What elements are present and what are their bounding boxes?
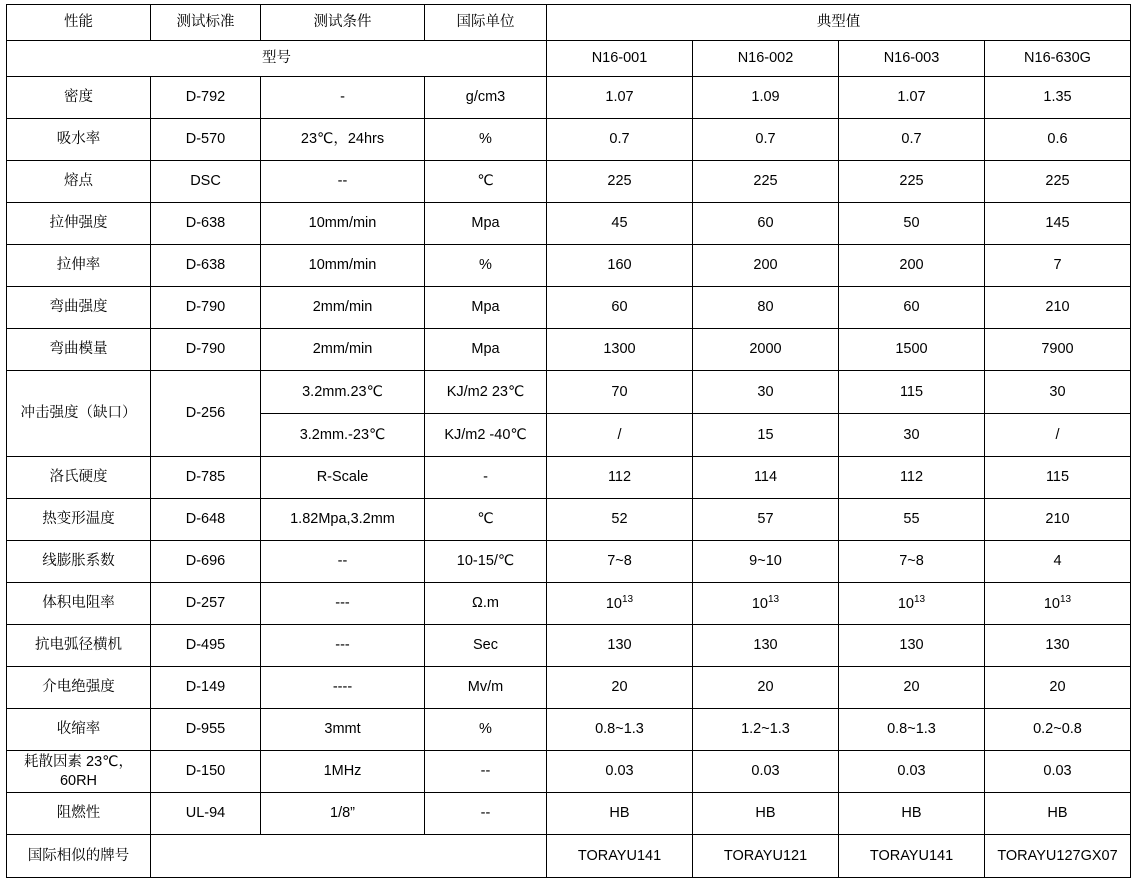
cell-value: 55	[839, 499, 985, 541]
header-condition: 测试条件	[261, 5, 425, 41]
cell-value	[839, 583, 985, 625]
table-row	[7, 77, 1131, 119]
cell-value	[547, 583, 693, 625]
cell-condition: 2mm/min	[261, 329, 425, 371]
cell-property: 弯曲强度	[7, 287, 151, 329]
cell-value: 20	[547, 667, 693, 709]
cell-condition: 10mm/min	[261, 203, 425, 245]
table-row	[7, 203, 1131, 245]
header-standard: 测试标准	[151, 5, 261, 41]
header-unit: 国际单位	[425, 5, 547, 41]
cell-condition: 23℃，24hrs	[261, 119, 425, 161]
table-row	[7, 119, 1131, 161]
table-row	[7, 161, 1131, 203]
cell-value: 30	[693, 371, 839, 414]
table-row	[7, 835, 1131, 878]
cell-value: 1300	[547, 329, 693, 371]
cell-standard: D-638	[151, 245, 261, 287]
cell-unit: --	[425, 751, 547, 793]
model-4: N16-630G	[985, 41, 1131, 77]
cell-condition: --	[261, 541, 425, 583]
table-row	[7, 499, 1131, 541]
cell-standard: D-257	[151, 583, 261, 625]
cell-value: 60	[547, 287, 693, 329]
cell-value: 0.6	[985, 119, 1131, 161]
cell-unit: Ω.m	[425, 583, 547, 625]
cell-standard: D-790	[151, 287, 261, 329]
cell-property: 洛氏硬度	[7, 457, 151, 499]
cell-value: 130	[985, 625, 1131, 667]
cell-condition: 3.2mm.23℃	[261, 371, 425, 414]
cell-value: 57	[693, 499, 839, 541]
cell-value: TORAYU121	[693, 835, 839, 878]
header-property: 性能	[7, 5, 151, 41]
cell-value: 200	[839, 245, 985, 287]
cell-value: 15	[693, 414, 839, 457]
cell-value: 20	[839, 667, 985, 709]
table-row	[7, 709, 1131, 751]
cell-value: 1.2~1.3	[693, 709, 839, 751]
cell-value: 0.8~1.3	[547, 709, 693, 751]
cell-unit: ℃	[425, 499, 547, 541]
cell-value: 1.07	[839, 77, 985, 119]
value-base: 10	[605, 595, 622, 612]
cell-condition: 1.82Mpa,3.2mm	[261, 499, 425, 541]
value-base: 10	[751, 595, 768, 612]
value-exponent: 13	[622, 594, 634, 606]
cell-property: 热变形温度	[7, 499, 151, 541]
cell-value: 0.8~1.3	[839, 709, 985, 751]
cell-value: 130	[547, 625, 693, 667]
value-base: 10	[1043, 595, 1060, 612]
cell-value: 0.7	[839, 119, 985, 161]
value-exponent: 13	[914, 594, 926, 606]
cell-standard: D-149	[151, 667, 261, 709]
cell-condition: R-Scale	[261, 457, 425, 499]
cell-value: 4	[985, 541, 1131, 583]
cell-standard: D-792	[151, 77, 261, 119]
cell-value: 160	[547, 245, 693, 287]
cell-standard: D-570	[151, 119, 261, 161]
cell-value: 200	[693, 245, 839, 287]
cell-value: /	[985, 414, 1131, 457]
cell-condition: 2mm/min	[261, 287, 425, 329]
cell-property: 介电绝强度	[7, 667, 151, 709]
model-1: N16-001	[547, 41, 693, 77]
cell-value: 225	[547, 161, 693, 203]
cell-property: 阻燃性	[7, 793, 151, 835]
cell-value: 145	[985, 203, 1131, 245]
cell-value: 112	[839, 457, 985, 499]
cell-value: 9~10	[693, 541, 839, 583]
cell-value: 7	[985, 245, 1131, 287]
cell-standard: UL-94	[151, 793, 261, 835]
cell-value: 7~8	[547, 541, 693, 583]
cell-property: 拉伸率	[7, 245, 151, 287]
cell-property: 密度	[7, 77, 151, 119]
cell-unit: Mv/m	[425, 667, 547, 709]
cell-standard: D-790	[151, 329, 261, 371]
cell-value: 0.03	[693, 751, 839, 793]
cell-value: 20	[693, 667, 839, 709]
table-row	[7, 541, 1131, 583]
table-model-row	[7, 41, 1131, 77]
cell-unit: %	[425, 119, 547, 161]
cell-unit: -	[425, 457, 547, 499]
cell-property: 拉伸强度	[7, 203, 151, 245]
cell-condition: --	[261, 161, 425, 203]
cell-unit: KJ/m2 23℃	[425, 371, 547, 414]
cell-unit: Mpa	[425, 287, 547, 329]
cell-value: 1500	[839, 329, 985, 371]
model-3: N16-003	[839, 41, 985, 77]
cell-value: 1.07	[547, 77, 693, 119]
cell-value: HB	[839, 793, 985, 835]
cell-standard: D-256	[151, 371, 261, 457]
cell-value: 80	[693, 287, 839, 329]
table-row	[7, 793, 1131, 835]
cell-standard: D-696	[151, 541, 261, 583]
cell-value: /	[547, 414, 693, 457]
cell-value: 130	[839, 625, 985, 667]
cell-condition: ----	[261, 667, 425, 709]
cell-property: 体积电阻率	[7, 583, 151, 625]
cell-value: 0.03	[985, 751, 1131, 793]
cell-value: HB	[985, 793, 1131, 835]
cell-unit: %	[425, 709, 547, 751]
cell-value: 210	[985, 287, 1131, 329]
cell-property: 弯曲模量	[7, 329, 151, 371]
cell-property: 吸水率	[7, 119, 151, 161]
cell-condition: -	[261, 77, 425, 119]
cell-value: 7900	[985, 329, 1131, 371]
model-label: 型号	[7, 41, 547, 77]
table-row	[7, 625, 1131, 667]
cell-unit: Mpa	[425, 329, 547, 371]
material-spec-table	[6, 4, 1131, 878]
cell-value: TORAYU141	[547, 835, 693, 878]
cell-value: 225	[985, 161, 1131, 203]
cell-value: 45	[547, 203, 693, 245]
cell-unit: --	[425, 793, 547, 835]
cell-value: 130	[693, 625, 839, 667]
cell-value: 2000	[693, 329, 839, 371]
cell-unit: g/cm3	[425, 77, 547, 119]
cell-value: 30	[985, 371, 1131, 414]
cell-value: 114	[693, 457, 839, 499]
cell-property: 收缩率	[7, 709, 151, 751]
cell-property: 熔点	[7, 161, 151, 203]
cell-value: 20	[985, 667, 1131, 709]
cell-empty	[151, 835, 547, 878]
cell-condition: ---	[261, 583, 425, 625]
cell-value: HB	[547, 793, 693, 835]
value-exponent: 13	[1060, 594, 1072, 606]
table-row	[7, 245, 1131, 287]
cell-value: 0.2~0.8	[985, 709, 1131, 751]
cell-condition: 1/8”	[261, 793, 425, 835]
cell-value: TORAYU127GX07	[985, 835, 1131, 878]
cell-property: 冲击强度（缺口）	[7, 371, 151, 457]
cell-value: 60	[839, 287, 985, 329]
cell-value: 225	[839, 161, 985, 203]
cell-value: 210	[985, 499, 1131, 541]
cell-property: 线膨胀系数	[7, 541, 151, 583]
cell-standard: D-955	[151, 709, 261, 751]
value-exponent: 13	[768, 594, 780, 606]
cell-unit: Mpa	[425, 203, 547, 245]
cell-unit: KJ/m2 -40℃	[425, 414, 547, 457]
cell-standard: D-495	[151, 625, 261, 667]
table-row	[7, 329, 1131, 371]
cell-value: 1.09	[693, 77, 839, 119]
cell-value: 50	[839, 203, 985, 245]
cell-standard: D-150	[151, 751, 261, 793]
cell-value	[693, 583, 839, 625]
cell-value: 115	[839, 371, 985, 414]
table-row	[7, 667, 1131, 709]
cell-standard: D-785	[151, 457, 261, 499]
cell-value: 1.35	[985, 77, 1131, 119]
cell-value: 52	[547, 499, 693, 541]
model-2: N16-002	[693, 41, 839, 77]
cell-value: 0.7	[547, 119, 693, 161]
cell-unit: 10-15/℃	[425, 541, 547, 583]
cell-value: 0.03	[839, 751, 985, 793]
table-row	[7, 457, 1131, 499]
cell-value: 0.7	[693, 119, 839, 161]
cell-value: TORAYU141	[839, 835, 985, 878]
cell-value: 30	[839, 414, 985, 457]
cell-value: 115	[985, 457, 1131, 499]
cell-unit: ℃	[425, 161, 547, 203]
cell-value: HB	[693, 793, 839, 835]
cell-standard: D-638	[151, 203, 261, 245]
cell-value: 112	[547, 457, 693, 499]
cell-standard: DSC	[151, 161, 261, 203]
table-header-row	[7, 5, 1131, 41]
table-row	[7, 287, 1131, 329]
cell-condition: 1MHz	[261, 751, 425, 793]
cell-value: 70	[547, 371, 693, 414]
cell-value: 7~8	[839, 541, 985, 583]
cell-value: 225	[693, 161, 839, 203]
value-base: 10	[897, 595, 914, 612]
cell-property: 耗散因素 23℃，60RH	[7, 751, 151, 793]
cell-property: 国际相似的牌号	[7, 835, 151, 878]
cell-condition: ---	[261, 625, 425, 667]
cell-condition: 3mmt	[261, 709, 425, 751]
table-row	[7, 583, 1131, 625]
table-row	[7, 371, 1131, 414]
cell-property: 抗电弧径横机	[7, 625, 151, 667]
header-typical: 典型值	[547, 5, 1131, 41]
cell-value	[985, 583, 1131, 625]
cell-value: 0.03	[547, 751, 693, 793]
table-row	[7, 751, 1131, 793]
cell-unit: Sec	[425, 625, 547, 667]
cell-standard: D-648	[151, 499, 261, 541]
cell-unit: %	[425, 245, 547, 287]
cell-condition: 3.2mm.-23℃	[261, 414, 425, 457]
cell-value: 60	[693, 203, 839, 245]
cell-condition: 10mm/min	[261, 245, 425, 287]
